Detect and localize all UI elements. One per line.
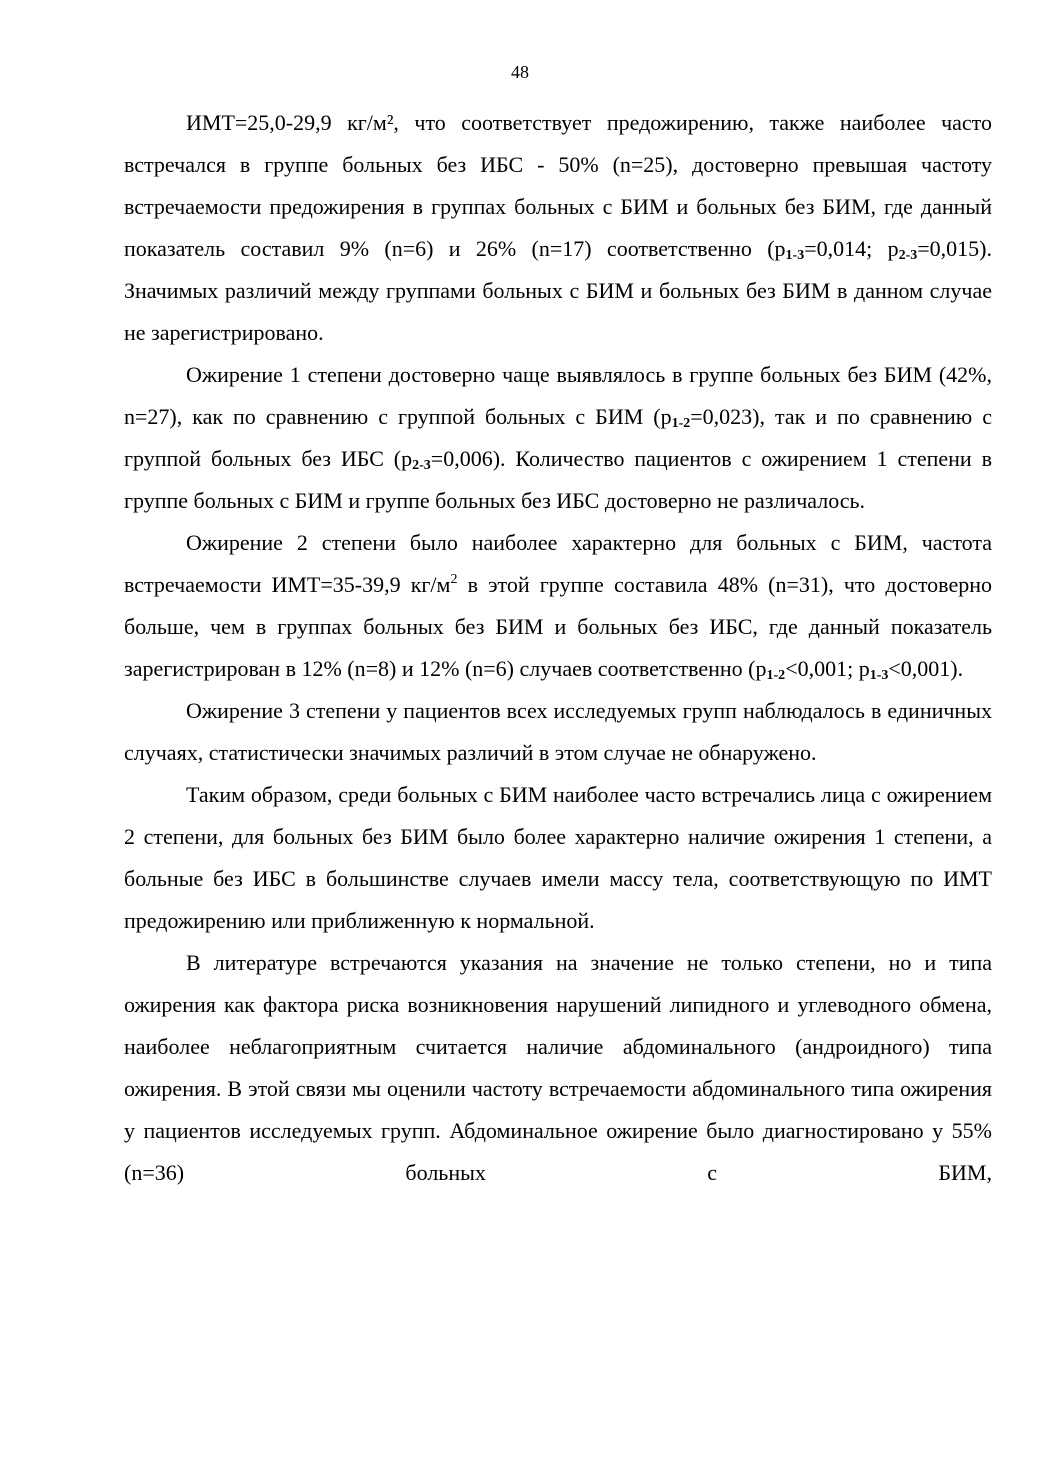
paragraph-obesity-2 <box>124 522 992 690</box>
paragraph-obesity-3: Ожирение 3 степени у пациентов всех исследуемых групп наблюдалось в единичных случаях, статистически значимых различий в этом случае не обнаружено. <box>124 698 992 765</box>
subscript-index: 2-3 <box>898 248 918 263</box>
paragraph-text: <0,001). <box>888 656 964 681</box>
paragraph-overweight <box>124 102 992 354</box>
paragraph-abdominal-obesity: В литературе встречаются указания на значение не только степени, но и типа ожирения как фактора риска возникновения нарушений липидного и углеводного обмена, наиболее неблагоприятным считается наличие абдоминального (андроидного) типа ожирения. В этой связи мы оценили частоту встречаемости абдоминального типа ожирения у пациентов исследуемых групп. Абдоминальное ожирение было диагностировано у 55% (n=36) больных с БИМ, <box>124 950 992 1185</box>
subscript-index: 1-2 <box>671 416 691 431</box>
paragraph-conclusion: Таким образом, среди больных с БИМ наиболее часто встречались лица с ожирением 2 степени, для больных без БИМ было более характерно наличие ожирения 1 степени, а больные без ИБС в большинстве случаев имели массу тела, соответствующую по ИМТ предожирению или приближенную к нормальной. <box>124 782 992 933</box>
paragraph-text: =0,023), так и по сравнению с группой больных без ИБС (p <box>124 404 992 471</box>
paragraph-text: =0,006). Количество пациентов с ожирением 1 степени в группе больных с БИМ и группе больных без ИБС достоверно не различалось. <box>124 446 992 513</box>
paragraph-text: Ожирение 2 степени было наиболее характерно для больных с БИМ, частота встречаемости ИМТ=35-39,9 кг/м <box>124 530 992 597</box>
paragraph-text: =0,014; p <box>804 236 899 261</box>
paragraph-text: =0,015). Значимых различий между группами больных с БИМ и больных без БИМ в данном случае не зарегистрировано. <box>124 236 992 345</box>
paragraph-text: Ожирение 1 степени достоверно чаще выявлялось в группе больных без БИМ (42%, n=27), как по сравнению с группой больных с БИМ (p <box>124 362 992 429</box>
paragraph-text: <0,001; p <box>785 656 870 681</box>
subscript-index: 1-3 <box>869 668 889 683</box>
document-body <box>124 102 992 1194</box>
paragraph-text: ИМТ=25,0-29,9 кг/м², что соответствует предожирению, также наиболее часто встречался в группе больных без ИБС - 50% (n=25), достоверно превышая частоту встречаемости предожирения в группах больных с БИМ и больных без БИМ, где данный показатель составил 9% (n=6) и 26% (n=17) соответственно (p <box>124 110 992 261</box>
page-number: 48 <box>511 62 529 82</box>
paragraph-text: в этой группе составила 48% (n=31), что достоверно больше, чем в группах больных без БИМ и больных без ИБС, где данный показатель зарегистрирован в 12% (n=8) и 12% (n=6) случаев соответственно (p <box>124 572 992 681</box>
superscript-exponent: 2 <box>450 572 458 587</box>
paragraph-obesity-1 <box>124 354 992 522</box>
subscript-index: 2-3 <box>412 458 431 473</box>
subscript-index: 1-2 <box>766 668 786 683</box>
subscript-index: 1-3 <box>785 248 805 263</box>
